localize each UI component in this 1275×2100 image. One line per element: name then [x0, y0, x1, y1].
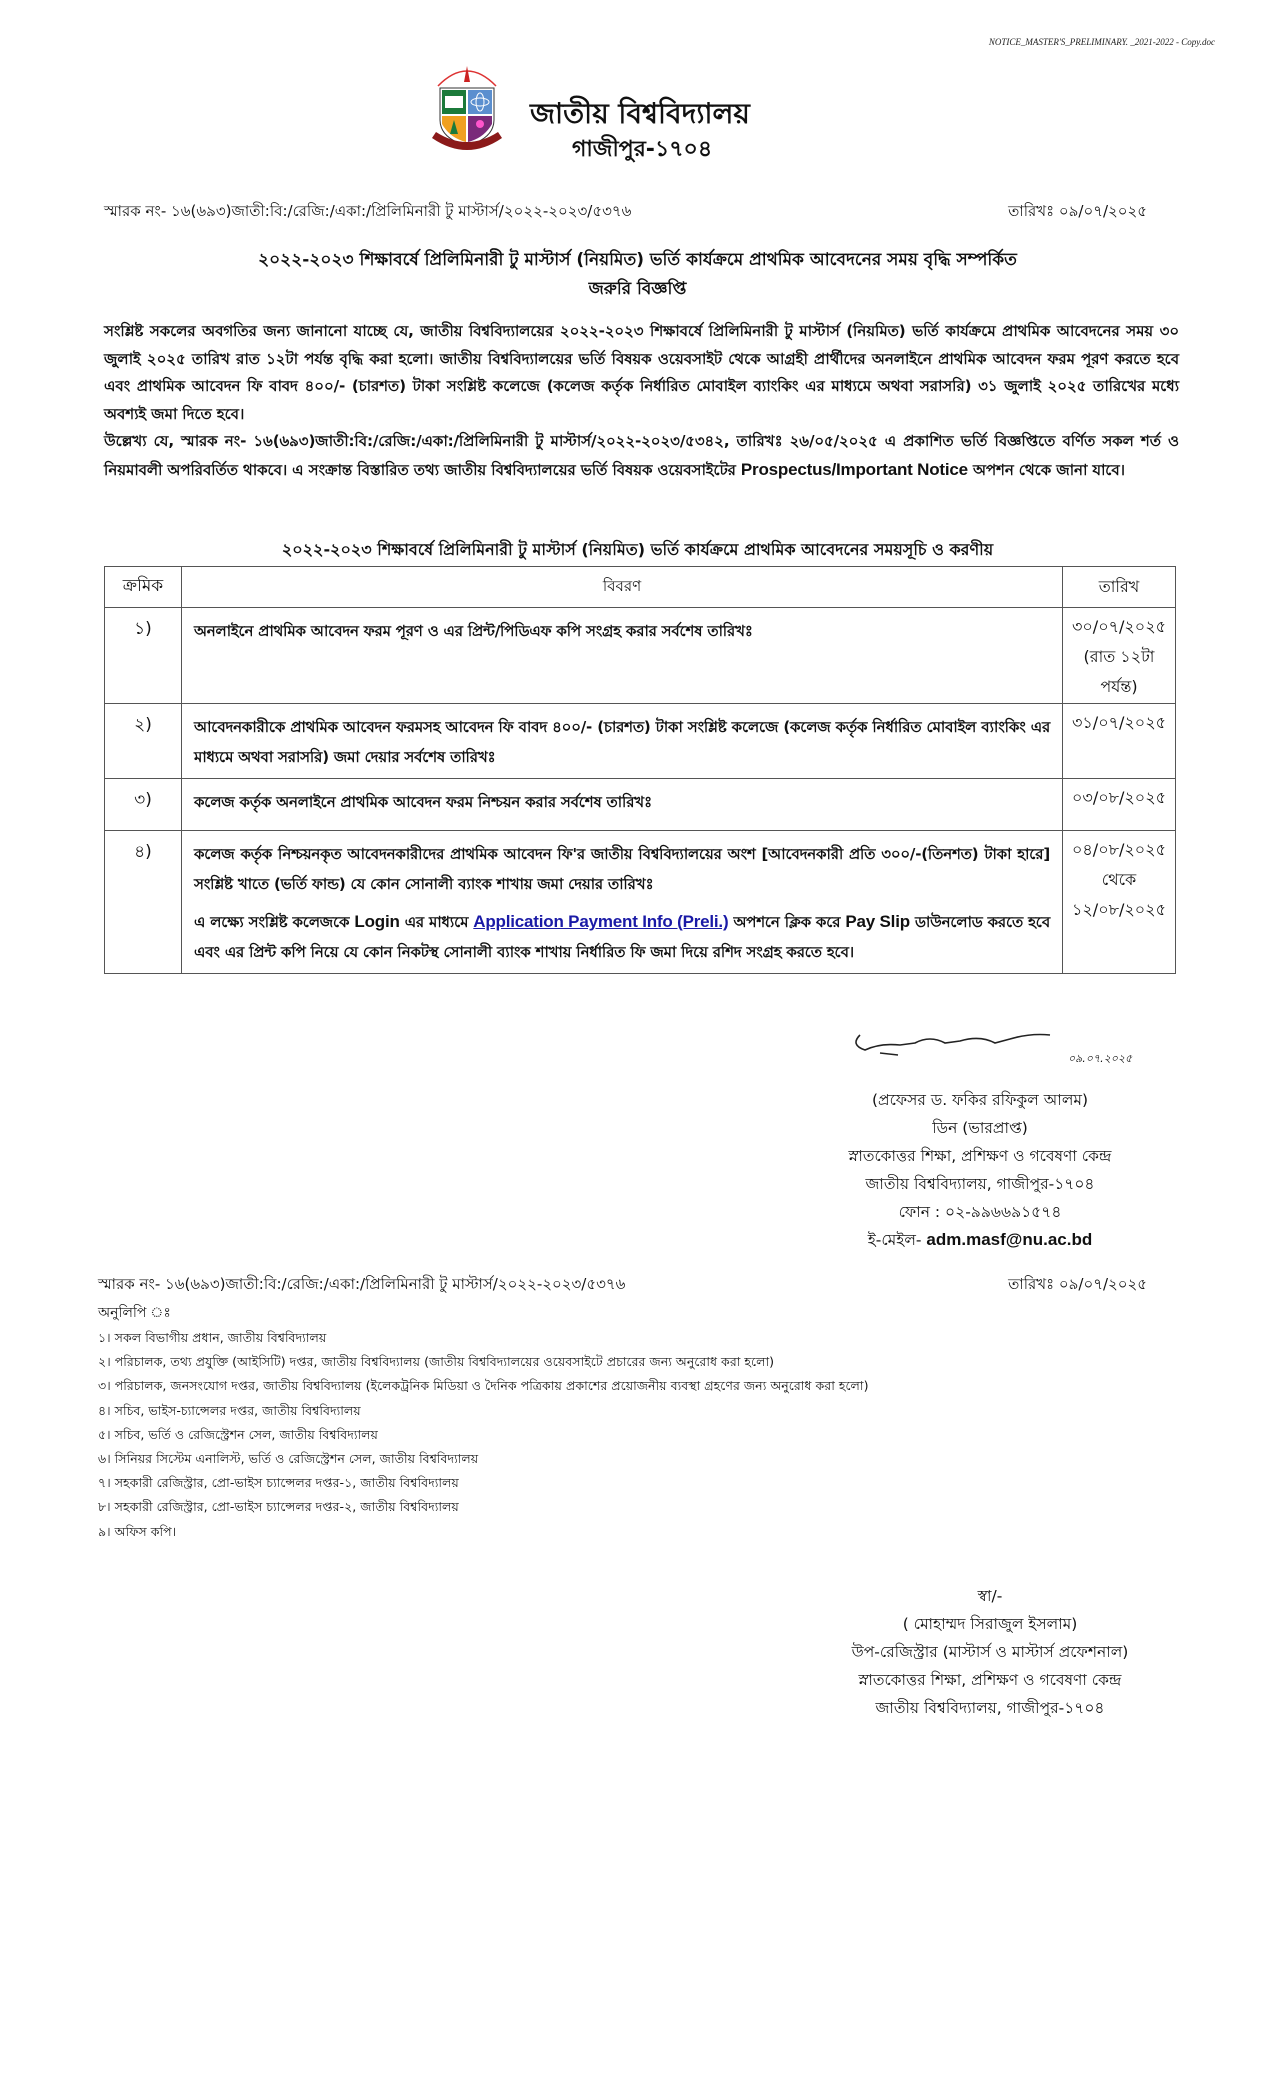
- list-item: ৬। সিনিয়র সিস্টেম এনালিস্ট, ভর্তি ও রেজিস্ট্রেশন সেল, জাতীয় বিশ্ববিদ্যালয়: [98, 1451, 479, 1467]
- document-file-reference: NOTICE_MASTER'S_PRELIMINARY. _2021-2022 - Copy.doc: [988, 37, 1215, 47]
- signatory-office: স্নাতকোত্তর শিক্ষা, প্রশিক্ষণ ও গবেষণা কেন্দ্র: [848, 1147, 1112, 1165]
- body-paragraph-1: সংশ্লিষ্ট সকলের অবগতির জন্য জানানো যাচ্ছে যে, জাতীয় বিশ্ববিদ্যালয়ের ২০২২-২০২৩ শিক্ষাবর্ষে প্রিলিমিনারী টু মাস্টার্স (নিয়মিত) ভর্তি কার্যক্রমে প্রাথমিক আবেদনের সময় ৩০ জুলাই ২০২৫ তারিখ রাত ১২টা পর্যন্ত বৃদ্ধি করা হলো। জাতীয় বিশ্ববিদ্যালয়ের ভর্তি বিষয়ক ওয়েবসাইট থেকে আগ্রহী প্রার্থীদের অনলাইনে প্রাথমিক আবেদন ফরম পূরণ করতে হবে এবং প্রাথমিক আবেদন ফি বাবদ ৪০০/- (চারশত) টাকা সংশ্লিষ্ট কলেজে (কলেজ কর্তৃক নির্ধারিত মোবাইল ব্যাংকিং এর মাধ্যমে অথবা সরাসরি) ৩১ জুলাই ২০২৫ তারিখের মধ্যে অবশ্যই জমা দিতে হবে।: [104, 322, 1179, 423]
- list-item: ৭। সহকারী রেজিস্ট্রার, প্রো-ভাইস চ্যান্সেলর দপ্তর-১, জাতীয় বিশ্ববিদ্যালয়: [98, 1475, 459, 1491]
- signatory-name: ( মোহাম্মদ সিরাজুল ইসলাম): [902, 1615, 1078, 1633]
- table-row: [105, 608, 1176, 704]
- schedule-title: ২০২২-২০২৩ শিক্ষাবর্ষে প্রিলিমিনারী টু মাস্টার্স (নিয়মিত) ভর্তি কার্যক্রমে প্রাথমিক আবেদনের সময়সূচি ও করণীয়: [281, 540, 994, 559]
- copy-memo-date: তারিখঃ ০৯/০৭/২০২৫: [1008, 1275, 1147, 1293]
- row-date-line1: ০৪/০৮/২০২৫: [1072, 840, 1166, 859]
- notice-title-line1: ২০২২-২০২৩ শিক্ষাবর্ষে প্রিলিমিনারী টু মাস্টার্স (নিয়মিত) ভর্তি কার্যক্রমে প্রাথমিক আবেদনের সময় বৃদ্ধি সম্পর্কিত: [258, 250, 1017, 270]
- row-date-line3: ১২/০৮/২০২৫: [1072, 900, 1166, 919]
- list-item: ৯। অফিস কপি।: [98, 1523, 177, 1539]
- table-row: [105, 779, 1176, 831]
- row-serial: ৩): [105, 779, 182, 831]
- row-serial: ৪): [105, 831, 182, 974]
- prospectus-notice-term: Prospectus/Important Notice: [740, 459, 968, 479]
- table-row: [105, 704, 1176, 779]
- row-date-line1: ০৩/০৮/২০২৫: [1072, 788, 1166, 807]
- list-item: ১। সকল বিভাগীয় প্রধান, জাতীয় বিশ্ববিদ্যালয়: [98, 1330, 327, 1345]
- list-item: ৫। সচিব, ভর্তি ও রেজিস্ট্রেশন সেল, জাতীয় বিশ্ববিদ্যালয়: [98, 1426, 378, 1442]
- body-paragraph-2-text: উল্লেখ্য যে, স্মারক নং- ১৬(৬৯৩)জাতী:বি:/রেজি:/একা:/প্রিলিমিনারী টু মাস্টার্স/২০২২-২০২৩/৫৩৪২, তারিখঃ ২৬/০৫/২০২৫ এ প্রকাশিত ভর্তি বিজ্ঞপ্তিতে বর্ণিত সকল শর্ত ও নিয়মাবলী অপরিবর্তিত থাকবে। এ সংক্রান্ত বিস্তারিত তথ্য জাতীয় বিশ্ববিদ্যালয়ের ভর্তি বিষয়ক ওয়েবসাইটের: [104, 432, 1179, 479]
- signatory-phone: ফোন : ০২-৯৯৬৬৯১৫৭৪: [898, 1203, 1062, 1221]
- signature-date: ০৯.০৭.২০২৫: [1068, 1052, 1133, 1065]
- signatory-1-block: [795, 1086, 1165, 1254]
- body-paragraph-2: [104, 428, 1179, 484]
- logo-torch: [464, 66, 470, 82]
- row-description: অনলাইনে প্রাথমিক আবেদন ফরম পূরণ ও এর প্রিন্ট/পিডিএফ কপি সংগ্রহ করার সর্বশেষ তারিখঃ: [182, 608, 1063, 704]
- pay-slip-term: Pay Slip: [845, 912, 910, 931]
- notice-body: [104, 318, 1179, 484]
- row-description: কলেজ কর্তৃক অনলাইনে প্রাথমিক আবেদন ফরম নিশ্চয়ন করার সর্বশেষ তারিখঃ: [182, 779, 1063, 831]
- memo-number: স্মারক নং- ১৬(৬৯৩)জাতী:বি:/রেজি:/একা:/প্রিলিমিনারী টু মাস্টার্স/২০২২-২০২৩/৫৩৭৬: [104, 202, 632, 220]
- table-row: [105, 831, 1176, 974]
- copy-memo-number: স্মারক নং- ১৬(৬৯৩)জাতী:বি:/রেজি:/একা:/প্রিলিমিনারী টু মাস্টার্স/২০২২-২০২৩/৫৩৭৬: [98, 1275, 626, 1293]
- row-date: [1063, 779, 1176, 831]
- application-payment-info-link[interactable]: Application Payment Info (Preli.): [473, 912, 729, 931]
- row-description: [182, 831, 1063, 974]
- login-term: Login: [354, 912, 400, 931]
- header-date: তারিখ: [1063, 567, 1176, 608]
- header-description: বিবরণ: [182, 567, 1063, 608]
- email-address[interactable]: adm.masf@nu.ac.bd: [926, 1230, 1093, 1249]
- row-date-line2: থেকে: [1101, 870, 1137, 889]
- memo-date: তারিখঃ ০৯/০৭/২০২৫: [1008, 202, 1147, 220]
- signatory-address: জাতীয় বিশ্ববিদ্যালয়, গাজীপুর-১৭০৪: [865, 1175, 1095, 1193]
- instruction-text: ডাউনলোড করতে হবে এবং এর প্রিন্ট কপি নিয়ে যে কোন নিকটস্থ সোনালী ব্যাংক শাখায় নির্ধারিত ফি জমা দিয়ে রশিদ সংগ্রহ করতে হবে।: [194, 913, 1050, 961]
- copy-list: [98, 1326, 869, 1544]
- instruction-text: অপশনে ক্লিক করে: [728, 913, 846, 931]
- signatory-2-block: [780, 1582, 1200, 1722]
- signatory-email-line: [795, 1226, 1165, 1254]
- logo-quadrant-atom: [468, 90, 492, 114]
- signatory-name: (প্রফেসর ড. ফকির রফিকুল আলম): [871, 1091, 1089, 1109]
- signed-mark: স্বা/-: [977, 1587, 1003, 1605]
- signatory-designation: উপ-রেজিস্ট্রার (মাস্টার্স ও মাস্টার্স প্রফেশনাল): [851, 1643, 1129, 1661]
- email-label: ই-মেইল-: [867, 1231, 927, 1249]
- instruction-text: এর মাধ্যমে: [399, 913, 474, 931]
- body-paragraph-2-end: অপশন থেকে জানা যাবে।: [967, 460, 1125, 479]
- list-item: ৪। সচিব, ভাইস-চ্যান্সেলর দপ্তর, জাতীয় বিশ্ববিদ্যালয়: [98, 1402, 361, 1418]
- row-description-main: কলেজ কর্তৃক নিশ্চয়নকৃত আবেদনকারীদের প্রাথমিক আবেদন ফি'র জাতীয় বিশ্ববিদ্যালয়ের অংশ [আবেদনকারী প্রতি ৩০০/-(তিনশত) টাকা হারে] সংশ্লিষ্ট খাতে (ভর্তি ফান্ড) যে কোন সোনালী ব্যাংক শাখায় জমা দেয়ার তারিখঃ: [194, 845, 1050, 893]
- row-date: [1063, 704, 1176, 779]
- row-date-line2: (রাত ১২টা পর্যন্ত): [1083, 647, 1155, 696]
- row-serial: ১): [105, 608, 182, 704]
- row-description: আবেদনকারীকে প্রাথমিক আবেদন ফরমসহ আবেদন ফি বাবদ ৪০০/- (চারশত) টাকা সংশ্লিষ্ট কলেজে (কলেজ কর্তৃক নির্ধারিত মোবাইল ব্যাংকিং এর মাধ্যমে অথবা সরাসরি) জমা দেয়ার সর্বশেষ তারিখঃ: [182, 704, 1063, 779]
- row-date: [1063, 608, 1176, 704]
- row-date: [1063, 831, 1176, 974]
- notice-title: [100, 246, 1175, 304]
- university-name: জাতীয় বিশ্ববিদ্যালয়: [530, 97, 750, 130]
- university-address: গাজীপুর-১৭০৪: [572, 137, 713, 162]
- schedule-table: [104, 566, 1176, 974]
- row-instruction: [194, 907, 1050, 967]
- row-date-line1: ৩১/০৭/২০২৫: [1072, 713, 1166, 732]
- list-item: ৩। পরিচালক, জনসংযোগ দপ্তর, জাতীয় বিশ্ববিদ্যালয় (ইলেকট্রনিক মিডিয়া ও দৈনিক পত্রিকায় প্রকাশের প্রয়োজনীয় ব্যবস্থা গ্রহণের জন্য অনুরোধ করা হলো): [98, 1378, 869, 1394]
- table-header-row: [105, 567, 1176, 608]
- row-date-line1: ৩০/০৭/২০২৫: [1072, 617, 1166, 636]
- notice-title-line2: জরুরি বিজ্ঞপ্তি: [588, 279, 687, 299]
- row-serial: ২): [105, 704, 182, 779]
- signatory-address: জাতীয় বিশ্ববিদ্যালয়, গাজীপুর-১৭০৪: [875, 1699, 1105, 1717]
- list-item: ২। পরিচালক, তথ্য প্রযুক্তি (আইসিটি) দপ্তর, জাতীয় বিশ্ববিদ্যালয় (জাতীয় বিশ্ববিদ্যালয়ের ওয়েবসাইটে প্রচারের জন্য অনুরোধ করা হলো): [98, 1354, 775, 1370]
- header-serial: ক্রমিক: [105, 567, 182, 608]
- list-item: ৮। সহকারী রেজিস্ট্রার, প্রো-ভাইস চ্যান্সেলর দপ্তর-২, জাতীয় বিশ্ববিদ্যালয়: [98, 1499, 459, 1515]
- university-logo: [428, 58, 506, 158]
- signatory-designation: ডিন (ভারপ্রাপ্ত): [932, 1119, 1028, 1137]
- copy-list-title: অনুলিপি ঃ: [98, 1305, 171, 1321]
- signatory-office: স্নাতকোত্তর শিক্ষা, প্রশিক্ষণ ও গবেষণা কেন্দ্র: [858, 1671, 1122, 1689]
- instruction-text: এ লক্ষ্যে সংশ্লিষ্ট কলেজকে: [194, 913, 355, 931]
